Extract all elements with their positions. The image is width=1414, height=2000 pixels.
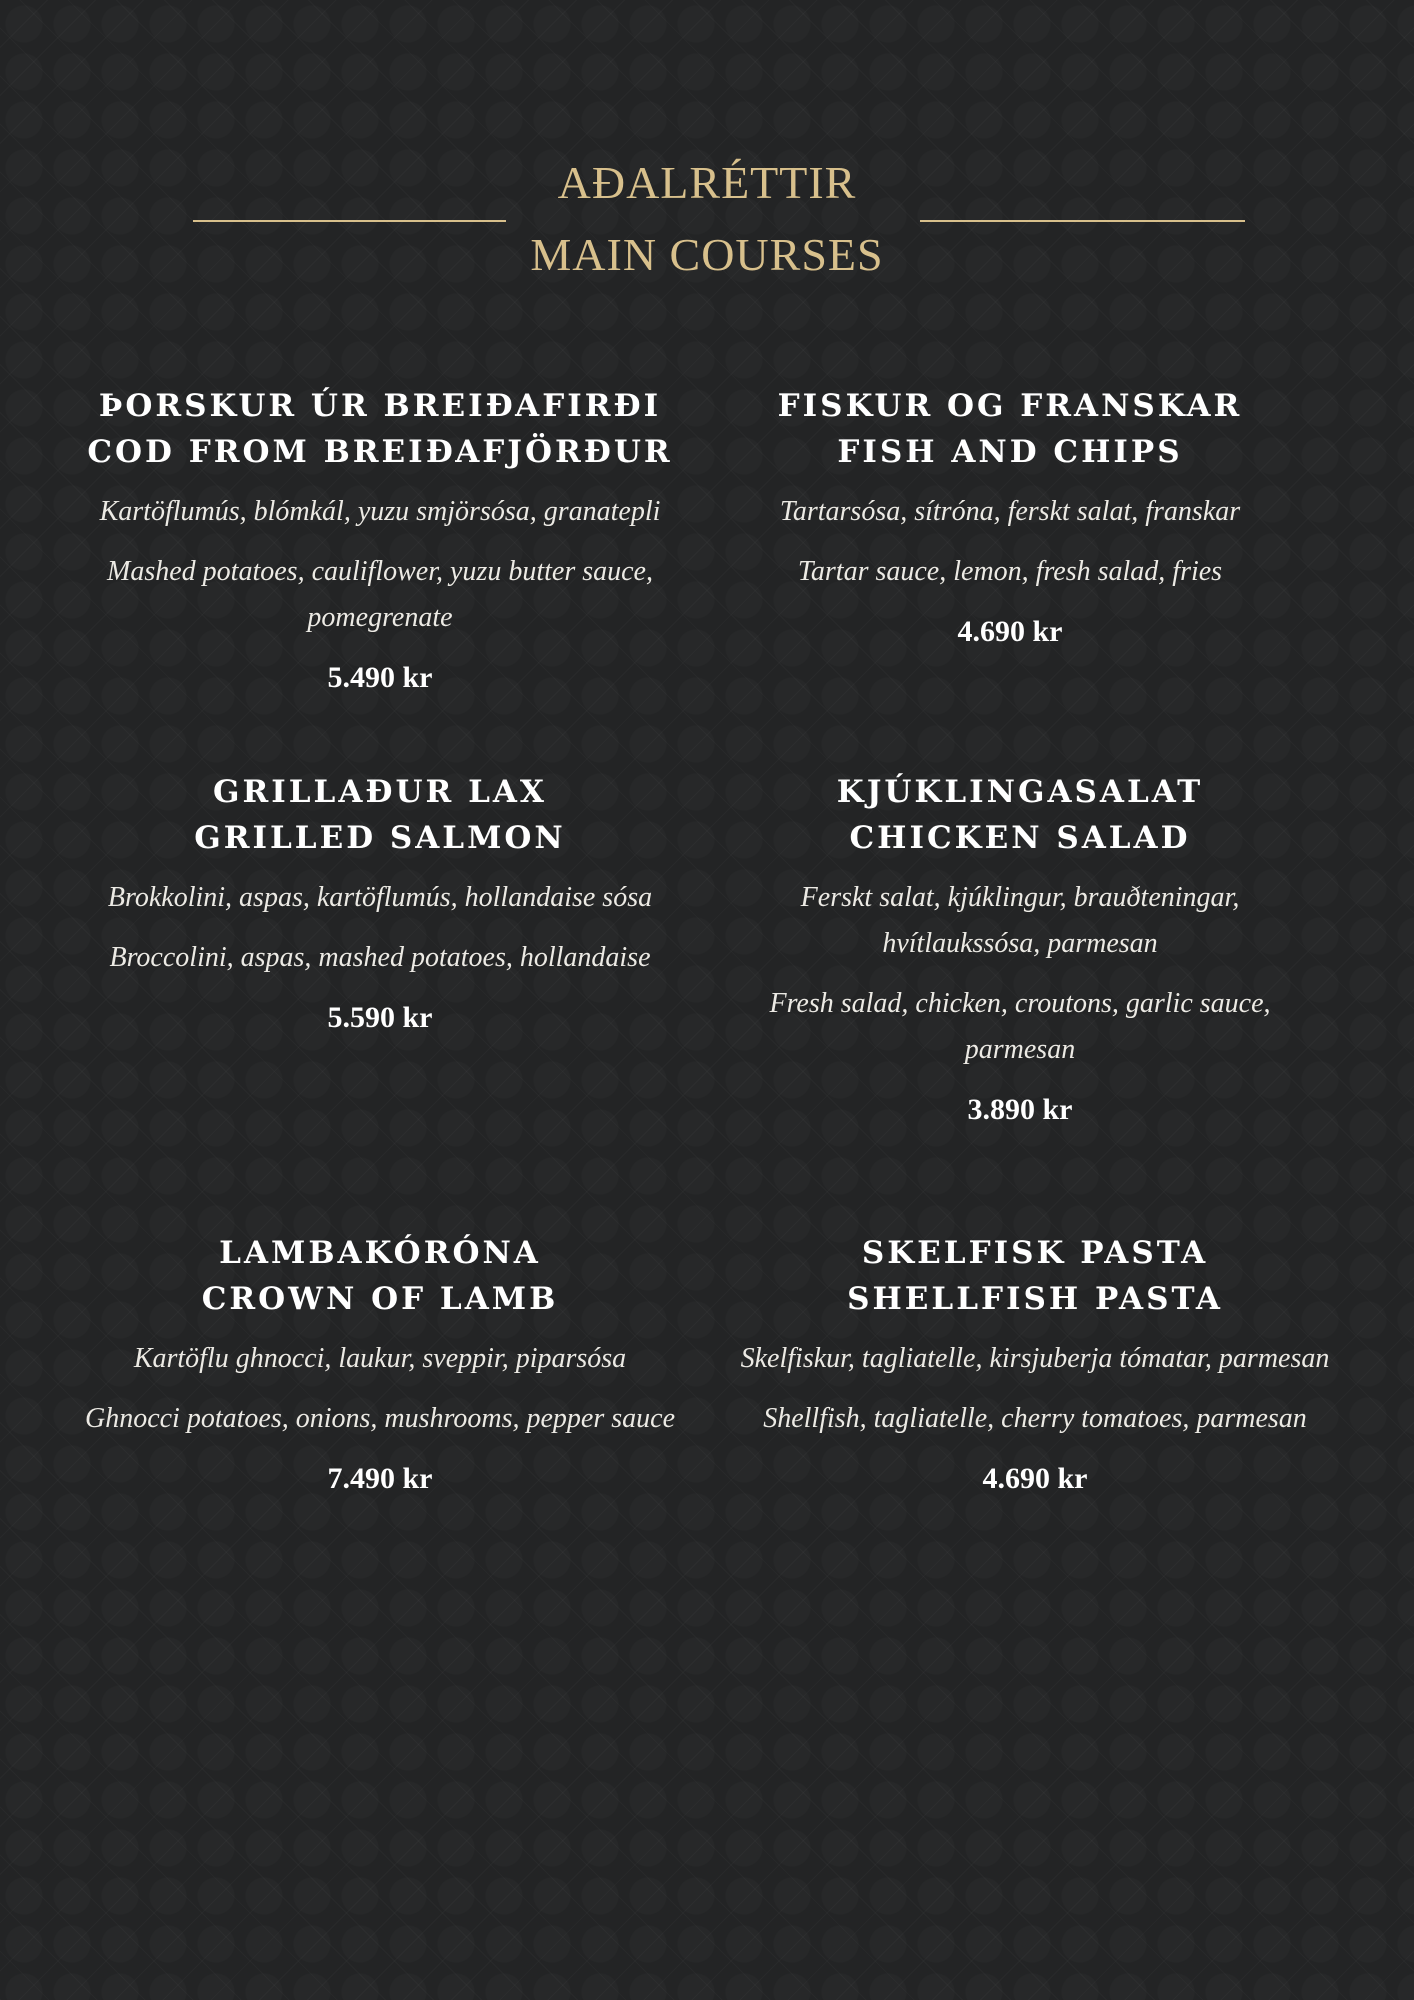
item-description-english: Ghnocci potatoes, onions, mushrooms, pepper sauce [84,1403,675,1434]
item-price: 4.690 kr [982,1462,1088,1495]
item-name-english: GRILLED SALMON [194,820,566,856]
item-description-icelandic: Ferskt salat, kjúklingur, brauðteningar, hvítlaukssósa, parmesan [800,882,1240,959]
item-price: 5.490 kr [327,661,433,694]
header-divider-left [193,220,506,222]
item-name-icelandic: GRILLAÐUR LAX [213,774,547,810]
item-description-english: Mashed potatoes, cauliflower, yuzu butter sauce, pomegrenate [107,556,653,633]
item-description-english: Broccolini, aspas, mashed potatoes, hollandaise [109,942,651,973]
item-description-icelandic: Kartöflumús, blómkál, yuzu smjörsósa, granatepli [99,496,661,527]
header-divider-right [920,220,1245,222]
item-description-icelandic: Skelfiskur, tagliatelle, kirsjuberja tómatar, parmesan [740,1343,1330,1374]
item-description-english: Fresh salad, chicken, croutons, garlic sauce, parmesan [769,988,1271,1065]
item-description-english: Shellfish, tagliatelle, cherry tomatoes, parmesan [763,1403,1307,1434]
item-price: 4.690 kr [957,615,1063,648]
menu-item-crown-of-lamb [80,1230,680,1502]
section-title-icelandic: AÐALRÉTTIR [557,157,857,208]
menu-item-fish-and-chips [730,383,1290,655]
item-description-icelandic: Tartarsósa, sítróna, ferskt salat, franskar [779,496,1241,527]
menu-header [0,150,1414,290]
item-name-english: FISH AND CHIPS [837,434,1183,470]
item-name-icelandic: FISKUR OG FRANSKAR [777,388,1243,424]
item-price: 5.590 kr [327,1001,433,1034]
menu-item-grilled-salmon [80,769,680,1041]
item-name-english: CROWN OF LAMB [201,1281,559,1317]
item-name-icelandic: ÞORSKUR ÚR BREIÐAFIRÐI [98,388,662,424]
item-name-english: CHICKEN SALAD [849,820,1191,856]
menu-item-shellfish-pasta [740,1230,1330,1502]
item-name-icelandic: SKELFISK PASTA [861,1235,1209,1271]
item-name-icelandic: LAMBAKÓRÓNA [219,1235,541,1271]
item-name-english: SHELLFISH PASTA [847,1281,1223,1317]
section-title-english: MAIN COURSES [530,229,884,280]
item-name-icelandic: KJÚKLINGASALAT [836,774,1204,810]
item-description-icelandic: Kartöflu ghnocci, laukur, sveppir, piparsósa [133,1343,627,1374]
item-price: 7.490 kr [327,1462,433,1495]
item-description-english: Tartar sauce, lemon, fresh salad, fries [797,556,1223,587]
item-description-icelandic: Brokkolini, aspas, kartöflumús, hollandaise sósa [107,882,653,913]
menu-item-cod [80,383,680,701]
menu-item-chicken-salad [740,769,1300,1133]
item-price: 3.890 kr [967,1093,1073,1126]
item-name-english: COD FROM BREIÐAFJÖRÐUR [87,434,673,470]
